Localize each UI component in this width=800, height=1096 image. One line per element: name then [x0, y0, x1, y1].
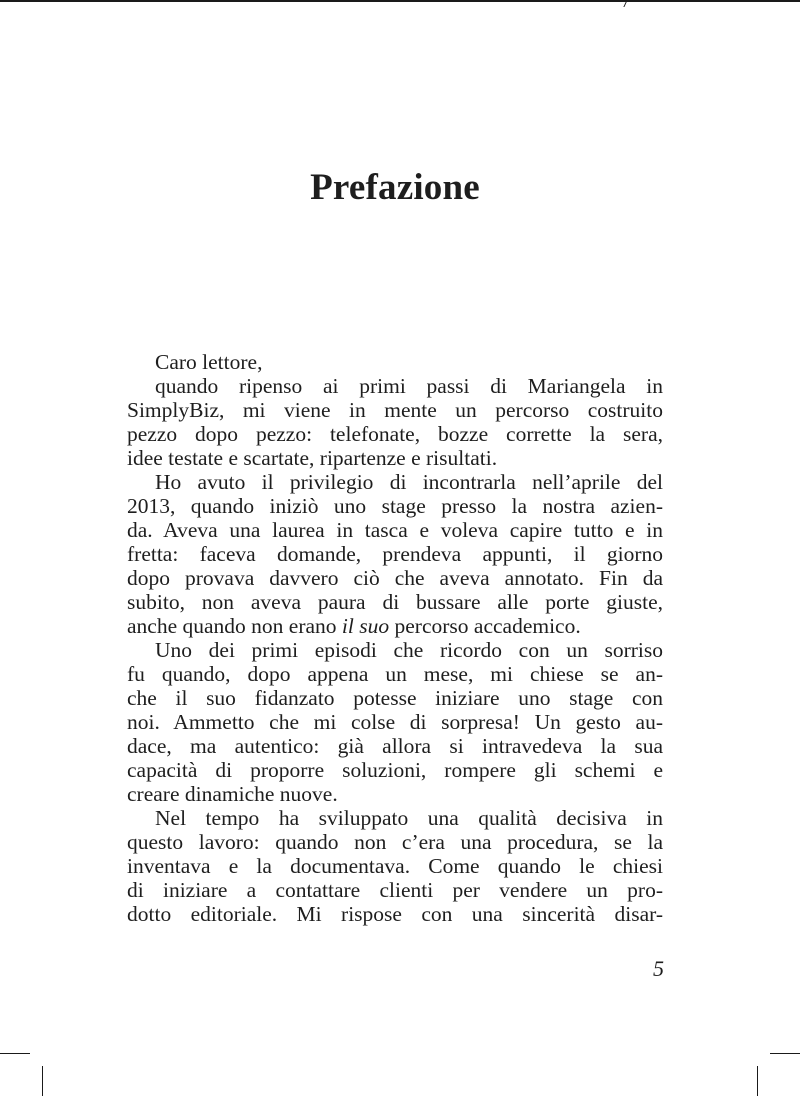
paragraph-2-line: Ho avuto il privilegio di incontrarla nell’aprile del: [155, 470, 663, 494]
paragraph-3-line: capacità di proporre soluzioni, rompere gli schemi e: [127, 758, 663, 782]
paragraph-3-line: dace, ma autentico: già allora si intravedeva la sua: [127, 734, 663, 758]
paragraph-1-line: quando ripenso ai primi passi di Mariangela in: [155, 374, 663, 398]
line-text: anche quando non erano: [127, 614, 342, 638]
salutation: Caro lettore,: [155, 350, 263, 374]
paragraph-3-line: Uno dei primi episodi che ricordo con un sorriso: [155, 638, 663, 662]
paragraph-4-line: inventava e la documentava. Come quando le chiesi: [127, 854, 663, 878]
paragraph-3-line: fu quando, dopo appena un mese, mi chiese se an-: [127, 662, 663, 686]
line-text: percorso accademico.: [389, 614, 581, 638]
paragraph-4-line: di iniziare a contattare clienti per vendere un pro-: [127, 878, 663, 902]
paragraph-4-line: dotto editoriale. Mi rispose con una sincerità disar-: [127, 902, 663, 926]
top-rule: [0, 0, 800, 2]
crop-mark-bottom-left-h: [0, 1053, 30, 1054]
crop-mark-bottom-right-h: [770, 1053, 800, 1054]
crop-mark-bottom-right-v: [757, 1066, 758, 1096]
paragraph-2-line: 2013, quando iniziò uno stage presso la nostra azien-: [127, 494, 663, 518]
paragraph-2-line: dopo provava davvero ciò che aveva annotato. Fin da: [127, 566, 663, 590]
paragraph-3-line: che il suo fidanzato potesse iniziare uno stage con: [127, 686, 663, 710]
emphasis-text: il suo: [341, 614, 390, 638]
chapter-title: Prefazione: [310, 167, 480, 208]
paragraph-1-line: pezzo dopo pezzo: telefonate, bozze corrette la sera,: [127, 422, 663, 446]
body-text: [127, 350, 663, 926]
paragraph-2-line: subito, non aveva paura di bussare alle porte giuste,: [127, 590, 663, 614]
crop-mark-bottom-left-v: [42, 1066, 43, 1096]
crop-mark-top: [617, 0, 627, 7]
paragraph-2-line: da. Aveva una laurea in tasca e voleva capire tutto e in: [127, 518, 663, 542]
paragraph-4-line: Nel tempo ha sviluppato una qualità decisiva in: [155, 806, 663, 830]
paragraph-1-line: SimplyBiz, mi viene in mente un percorso costruito: [127, 398, 663, 422]
paragraph-1-line: idee testate e scartate, ripartenze e risultati.: [127, 446, 498, 470]
paragraph-4-line: questo lavoro: quando non c’era una procedura, se la: [127, 830, 663, 854]
paragraph-2-line: [127, 614, 663, 638]
paragraph-2-line: fretta: faceva domande, prendeva appunti, il giorno: [127, 542, 663, 566]
paragraph-3-line: creare dinamiche nuove.: [127, 782, 338, 806]
page-number: 5: [653, 956, 664, 981]
paragraph-3-line: noi. Ammetto che mi colse di sorpresa! Un gesto au-: [127, 710, 663, 734]
